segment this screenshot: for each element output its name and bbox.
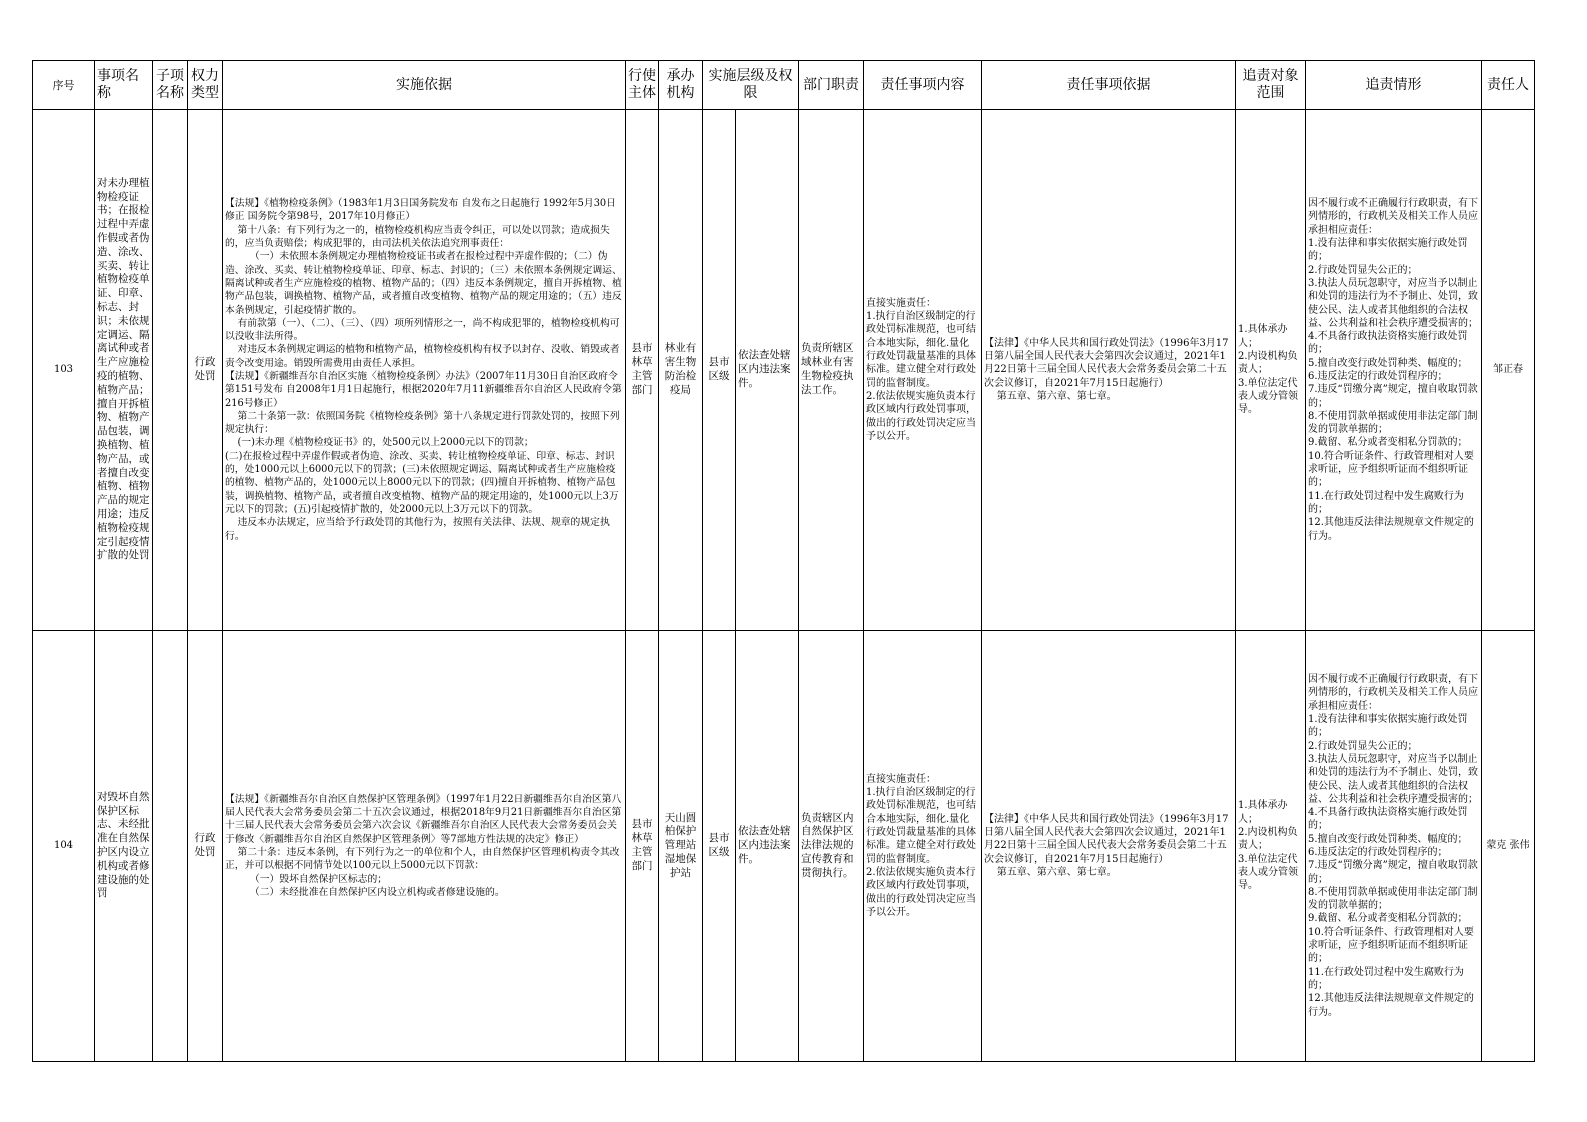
cell-situation: 因不履行或不正确履行行政职责，有下列情形的，行政机关及相关工作人员应承担相应责任： 1.没有法律和事实依据实施行政处罚的； 2.行政处罚显失公正的； 3.执法人员玩忽职守，对应当予以制止和处罚的违法行为不予制止、处罚，致使公民、法人或者其他组织的合法权益、公共利益和社会秩序遭受损害的； 4.不具备行政执法资格实施行政处罚的； 5.擅自改变行政处罚种类、幅度的； 6.违反法定的行政处罚程序的； 7.违反“罚缴分离”规定，擅自收取罚款的； 8.不使用罚款单据或使用非法定部门制发的罚款单据的； 9.截留、私分或者变相私分罚款的； 10.符合听证条件、行政管理相对人要求听证，应予组织听证而不组织听证的； 11.在行政处罚过程中发生腐败行为的； 12.其他违反法律法规规章文件规定的行为。 [1306, 631, 1482, 1062]
cell-item-name: 对未办理植物检疫证书；在报检过程中弄虚作假或者伪造、涂改、买卖、转让植物检疫单证、印章、标志、封识；未依规定调运、隔离试种或者生产应施检疫的植物、植物产品；擅自开拆植物、植物产品包装，调换植物、植物产品，或者擅自改变植物、植物产品的规定用途；违反植物检疫规定引起疫情扩散的处罚 [95, 110, 153, 631]
header-target: 追责对象范围 [1236, 61, 1306, 110]
cell-level-b: 依法查处辖区内违法案件。 [736, 631, 799, 1062]
cell-level-b: 依法查处辖区内违法案件。 [736, 110, 799, 631]
cell-resp-basis: 【法律】《中华人民共和国行政处罚法》（1996年3月17日第八届全国人民代表大会第四次会议通过，2021年1月22日第十三届全国人民代表大会常务委员会第二十五次会议修订，自2021年7月15日起施行） 第五章、第六章、第七章。 [982, 110, 1236, 631]
table-row [33, 110, 1535, 631]
cell-seq: 104 [33, 631, 95, 1062]
responsibility-table [32, 60, 1535, 1062]
header-resp-content: 责任事项内容 [864, 61, 982, 110]
cell-power-type: 行政处罚 [188, 631, 223, 1062]
cell-handler: 天山圆柏保护管理站湿地保护站 [659, 631, 703, 1062]
cell-sub-name [153, 110, 188, 631]
header-handler: 承办机构 [659, 61, 703, 110]
cell-seq: 103 [33, 110, 95, 631]
cell-dept-duty: 负责所辖区域林业有害生物检疫执法工作。 [799, 110, 864, 631]
cell-subject: 县市林草主管部门 [626, 631, 659, 1062]
header-level: 实施层级及权限 [703, 61, 799, 110]
table-row [33, 631, 1535, 1062]
cell-basis: 【法规】《新疆维吾尔自治区自然保护区管理条例》（1997年1月22日新疆维吾尔自治区第八届人民代表大会常务委员会第二十五次会议通过，根据2018年9月21日新疆维吾尔自治区第十三届人民代表大会常务委员会第六次会议《新疆维吾尔自治区人民代表大会常务委员会关于修改〈新疆维吾尔自治区自然保护区管理条例〉等7部地方性法规的决定》修正） 第二十条：违反本条例，有下列行为之一的单位和个人，由自然保护区管理机构责令其改正，并可以根据不同情节处以100元以上5000元以下罚款： （一）毁坏自然保护区标志的； （二）未经批准在自然保护区内设立机构或者修建设施的。 [223, 631, 626, 1062]
header-seq: 序号 [33, 61, 95, 110]
header-situation: 追责情形 [1306, 61, 1482, 110]
cell-sub-name [153, 631, 188, 1062]
header-resp-basis: 责任事项依据 [982, 61, 1236, 110]
cell-level-a: 县市区级 [703, 631, 736, 1062]
cell-item-name: 对毁坏自然保护区标志、未经批准在自然保护区内设立机构或者修建设施的处罚 [95, 631, 153, 1062]
cell-dept-duty: 负责辖区内自然保护区法律法规的宣传教育和贯彻执行。 [799, 631, 864, 1062]
cell-resp-content: 直接实施责任： 1.执行自治区级制定的行政处罚标准规范，也可结合本地实际，细化.量化行政处罚裁量基准的具体标准。建立健全对行政处罚的监督制度。 2.依法依规实施负责本行政区域内行政处罚事项，做出的行政处罚决定应当予以公开。 [864, 110, 982, 631]
cell-person: 蒙克 张伟 [1482, 631, 1535, 1062]
header-item-name: 事项名称 [95, 61, 153, 110]
cell-resp-basis: 【法律】《中华人民共和国行政处罚法》（1996年3月17日第八届全国人民代表大会第四次会议通过，2021年1月22日第十三届全国人民代表大会常务委员会第二十五次会议修订，自2021年7月15日起施行） 第五章、第六章、第七章。 [982, 631, 1236, 1062]
header-sub-name: 子项名称 [153, 61, 188, 110]
header-basis: 实施依据 [223, 61, 626, 110]
header-row [33, 61, 1535, 110]
header-power-type: 权力类型 [188, 61, 223, 110]
cell-situation: 因不履行或不正确履行行政职责，有下列情形的，行政机关及相关工作人员应承担相应责任： 1.没有法律和事实依据实施行政处罚的； 2.行政处罚显失公正的； 3.执法人员玩忽职守，对应当予以制止和处罚的违法行为不予制止、处罚，致使公民、法人或者其他组织的合法权益、公共利益和社会秩序遭受损害的； 4.不具备行政执法资格实施行政处罚的； 5.擅自改变行政处罚种类、幅度的； 6.违反法定的行政处罚程序的； 7.违反“罚缴分离”规定，擅自收取罚款的； 8.不使用罚款单据或使用非法定部门制发的罚款单据的； 9.截留、私分或者变相私分罚款的； 10.符合听证条件、行政管理相对人要求听证，应予组织听证而不组织听证的； 11.在行政处罚过程中发生腐败行为的； 12.其他违反法律法规规章文件规定的行为。 [1306, 110, 1482, 631]
header-person: 责任人 [1482, 61, 1535, 110]
cell-target: 1.具体承办人； 2.内设机构负责人； 3.单位法定代表人或分管领导。 [1236, 631, 1306, 1062]
cell-person: 邹正春 [1482, 110, 1535, 631]
cell-subject: 县市林草主管部门 [626, 110, 659, 631]
header-subject: 行使主体 [626, 61, 659, 110]
cell-handler: 林业有害生物防治检疫局 [659, 110, 703, 631]
cell-resp-content: 直接实施责任： 1.执行自治区级制定的行政处罚标准规范，也可结合本地实际，细化.量化行政处罚裁量基准的具体标准。建立健全对行政处罚的监督制度。 2.依法依规实施负责本行政区域内行政处罚事项，做出的行政处罚决定应当予以公开。 [864, 631, 982, 1062]
cell-level-a: 县市区级 [703, 110, 736, 631]
cell-basis: 【法规】《植物检疫条例》（1983年1月3日国务院发布 自发布之日起施行 1992年5月30日修正 国务院令第98号，2017年10月修正） 第十八条：有下列行为之一的，植物检疫机构应当责令纠正，可以处以罚款；造成损失的，应当负责赔偿；构成犯罪的，由司法机关依法追究刑事责任： （一）未依照本条例规定办理植物检疫证书或者在报检过程中弄虚作假的；（二）伪造、涂改、买卖、转让植物检疫单证、印章、标志、封识的；（三）未依照本条例规定调运、隔离试种或者生产应施检疫的植物、植物产品的；（四）违反本条例规定，擅自开拆植物、植物产品包装，调换植物、植物产品，或者擅自改变植物、植物产品的规定用途的；（五）违反本条例规定，引起疫情扩散的。 有前款第（一）、（二）、（三）、（四）项所列情形之一，尚不构成犯罪的，植物检疫机构可以没收非法所得。 对违反本条例规定调运的植物和植物产品，植物检疫机构有权予以封存、没收、销毁或者责令改变用途。销毁所需费用由责任人承担。 【法规】《新疆维吾尔自治区实施〈植物检疫条例〉办法》（2007年11月30日自治区政府令第151号发布 自2008年1月1日起施行，根据2020年7月11新疆维吾尔自治区人民政府令第216号修正） 第二十条第一款：依照国务院《植物检疫条例》第十八条规定进行罚款处罚的，按照下列规定执行： (一)未办理《植物检疫证书》的，处500元以上2000元以下的罚款； (二)在报检过程中弄虚作假或者伪造、涂改、买卖、转让植物检疫单证、印章、标志、封识的，处1000元以上6000元以下的罚款；(三)未依照规定调运、隔离试种或者生产应施检疫的植物、植物产品的，处1000元以上8000元以下的罚款；(四)擅自开拆植物、植物产品包装，调换植物、植物产品，或者擅自改变植物、植物产品的规定用途的，处1000元以上3万元以下的罚款；(五)引起疫情扩散的，处2000元以上3万元以下的罚款。 违反本办法规定，应当给予行政处罚的其他行为，按照有关法律、法规、规章的规定执行。 [223, 110, 626, 631]
header-dept-duty: 部门职责 [799, 61, 864, 110]
cell-power-type: 行政处罚 [188, 110, 223, 631]
cell-target: 1.具体承办人； 2.内设机构负责人； 3.单位法定代表人或分管领导。 [1236, 110, 1306, 631]
